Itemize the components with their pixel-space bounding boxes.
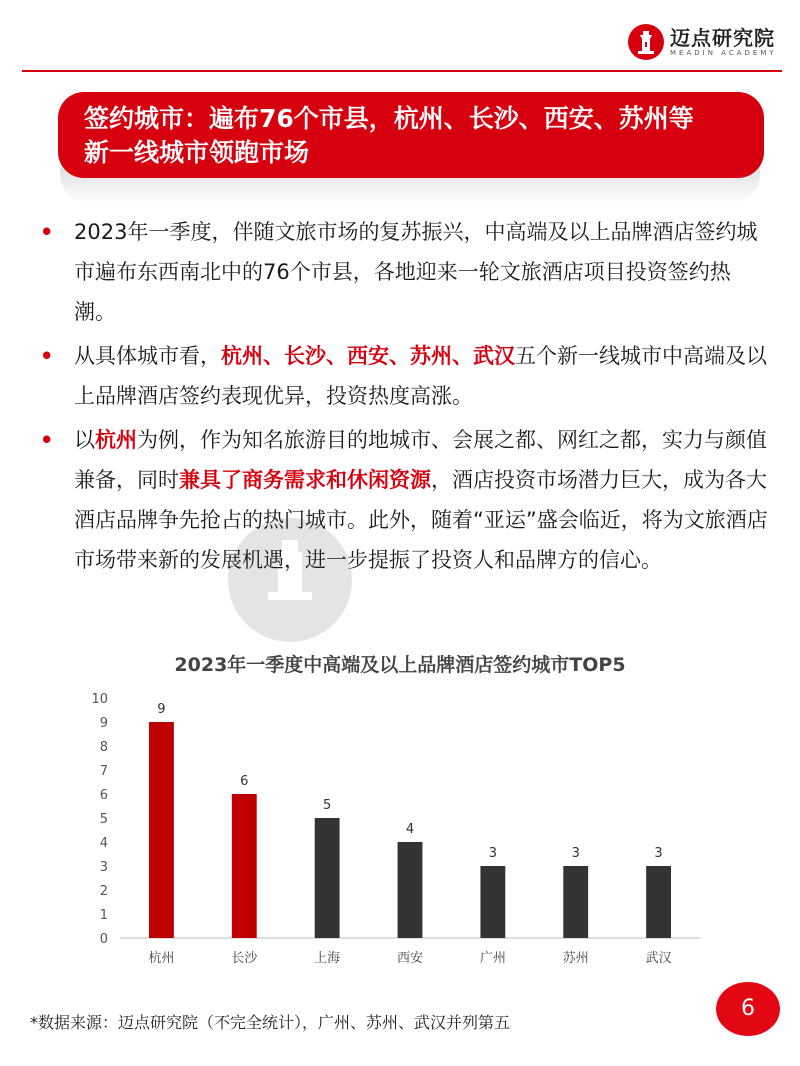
y-tick-label: 0 (99, 932, 108, 947)
page-number: 6 (716, 982, 780, 1036)
y-tick-label: 10 (91, 692, 108, 707)
page-title-banner (58, 92, 764, 178)
x-tick-label: 西安 (396, 951, 424, 966)
y-tick-label: 5 (99, 812, 108, 827)
bar-杭州 (149, 722, 174, 938)
y-tick-label: 9 (99, 716, 108, 731)
bullet-dot: • (40, 428, 54, 452)
bullet-text: 五个新一线城市中高端及以上品牌酒店签约表现优异，投资热度高涨。 (74, 344, 767, 408)
bar-广州 (480, 866, 505, 938)
data-label: 3 (488, 846, 497, 861)
page-title-line-1: 签约城市：遍布76个市县，杭州、长沙、西安、苏州等 (84, 104, 694, 133)
data-label: 6 (240, 774, 249, 789)
data-label: 5 (323, 798, 332, 813)
data-label: 9 (157, 702, 166, 717)
x-tick-label: 杭州 (148, 951, 175, 966)
y-tick-label: 8 (99, 740, 108, 755)
data-label: 3 (571, 846, 580, 861)
highlight-city: 杭州 (95, 428, 137, 452)
highlight-resources: 兼具了商务需求和休闲资源 (179, 468, 431, 492)
bullet-text: 2023年一季度，伴随文旅市场的复苏振兴，中高端及以上品牌酒店签约城市遍布东西南北中的76个市县，各地迎来一轮文旅酒店项目投资签约热潮。 (74, 220, 758, 324)
bar-长沙 (232, 794, 257, 938)
bullet-text: 从具体城市看， (74, 344, 221, 368)
bar-上海 (315, 818, 340, 938)
x-tick-label: 广州 (479, 951, 506, 966)
page-title-line-2: 新一线城市领跑市场 (84, 138, 310, 167)
y-tick-label: 7 (99, 764, 108, 779)
brand-name-en: MEADIN ACADEMY (670, 48, 777, 57)
x-tick-label: 武汉 (645, 951, 672, 966)
bullet-text: ，酒店投资市场潜力巨大，成为各大酒店品牌争先抢占的热门城市。此外，随着“亚运”盛会临近，将为文旅酒店市场带来新的发展机遇，进一步提振了投资人和品牌方的信心。 (74, 468, 768, 572)
x-tick-label: 长沙 (231, 951, 258, 966)
y-tick-label: 6 (99, 788, 108, 803)
bullet-text: 以 (74, 428, 95, 452)
data-label: 3 (654, 846, 663, 861)
x-tick-label: 苏州 (562, 951, 589, 966)
bar-苏州 (563, 866, 588, 938)
bullet-item (38, 336, 768, 416)
y-tick-label: 3 (99, 860, 108, 875)
y-tick-label: 4 (99, 836, 108, 851)
brand-name: 迈点研究院 (670, 25, 775, 50)
y-tick-label: 2 (99, 884, 108, 899)
source-note: *数据来源：迈点研究院（不完全统计），广州、苏州、武汉并列第五 (30, 1013, 511, 1032)
chart-title: 2023年一季度中高端及以上品牌酒店签约城市TOP5 (174, 654, 626, 676)
bullet-item (38, 212, 768, 332)
bullet-text: 为例，作为知名旅游目的地城市、会展之都、网红之都，实力与颜值兼备，同时 (74, 428, 767, 492)
bullet-item (38, 420, 768, 580)
y-tick-label: 1 (99, 908, 108, 923)
highlight-cities: 杭州、长沙、西安、苏州、武汉 (221, 344, 515, 368)
bullet-dot: • (40, 220, 54, 244)
bullet-list (38, 212, 768, 584)
bar-西安 (398, 842, 423, 938)
bullet-dot: • (40, 344, 54, 368)
bar-chart (80, 680, 720, 980)
data-label: 4 (405, 822, 415, 837)
tower-logo-icon (628, 24, 664, 60)
brand-logo (628, 24, 777, 60)
header-divider (22, 70, 782, 72)
x-tick-label: 上海 (314, 951, 341, 966)
bar-武汉 (646, 866, 671, 938)
